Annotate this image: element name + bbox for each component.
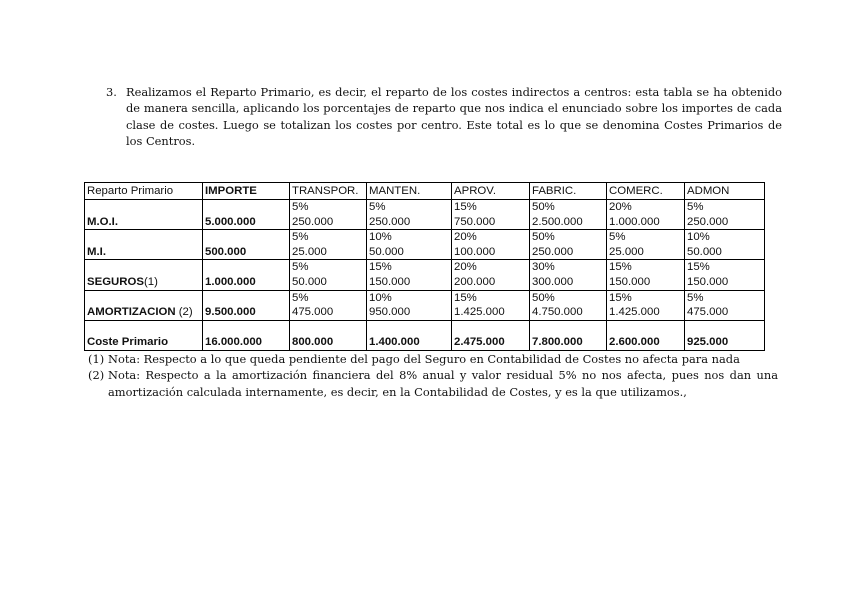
table-cell (290, 260, 367, 290)
cell-value: 1.000.000 (609, 215, 660, 228)
table-cell (530, 200, 607, 230)
cell-percent: 10% (687, 231, 710, 244)
table-cell (607, 260, 685, 290)
paragraph-text: Realizamos el Reparto Primario, es decir, el reparto de los costes indirectos a centros: esta tabla se ha obtenido de manera sencilla, aplicando los porcentajes de reparto que nos indica el enunciado sobre los importes de cada clase de costes. Luego se totalizan los costes por centro. Este total es lo que se denomina Costes Primarios de los Centros. (126, 85, 782, 149)
table-row (85, 200, 765, 230)
cell-percent: 5% (687, 291, 704, 304)
cell-percent: 5% (292, 231, 309, 244)
cell-value: 25.000 (292, 245, 327, 258)
cell-percent: 5% (687, 201, 704, 213)
note-number: (1) (88, 352, 105, 366)
total-value: 2.475.000 (452, 320, 530, 350)
cell-value: 475.000 (292, 306, 334, 319)
table-cell (452, 200, 530, 230)
row-label-text: AMORTIZACION (87, 306, 176, 319)
cell-value: 475.000 (687, 306, 729, 319)
table-cell (367, 260, 452, 290)
cell-value: 950.000 (369, 306, 411, 319)
note-text: Nota: Respecto a lo que queda pendiente del pago del Seguro en Contabilidad de Costes no afecta para nada (108, 352, 740, 366)
header-aprov: APROV. (452, 183, 530, 200)
table-cell (367, 230, 452, 260)
total-importe: 16.000.000 (203, 320, 290, 350)
total-value: 7.800.000 (530, 320, 607, 350)
header-transpor: TRANSPOR. (290, 183, 367, 200)
row-label (85, 200, 203, 230)
table-row (85, 260, 765, 290)
cell-percent: 15% (609, 261, 632, 274)
cell-value: 200.000 (454, 275, 496, 288)
header-reparto-primario: Reparto Primario (85, 183, 203, 200)
cell-value: 1.425.000 (454, 306, 505, 319)
note-number: (2) (88, 368, 105, 383)
cell-percent: 10% (369, 231, 392, 244)
cell-percent: 5% (292, 291, 309, 304)
row-importe: 5.000.000 (203, 200, 290, 230)
row-importe: 9.500.000 (203, 290, 290, 320)
row-label-text: M.I. (87, 245, 106, 258)
table-cell (607, 200, 685, 230)
cell-value: 1.425.000 (609, 306, 660, 319)
header-importe: IMPORTE (203, 183, 290, 200)
row-label-text: M.O.I. (87, 215, 119, 228)
cell-percent: 15% (454, 291, 477, 304)
cell-percent: 5% (292, 201, 309, 213)
table-cell (367, 200, 452, 230)
table-cell (452, 290, 530, 320)
cell-value: 150.000 (687, 275, 729, 288)
header-fabric: FABRIC. (530, 183, 607, 200)
cell-percent: 20% (609, 201, 632, 213)
cell-value: 250.000 (532, 245, 574, 258)
cell-value: 250.000 (369, 215, 411, 228)
cell-percent: 15% (609, 291, 632, 304)
row-label (85, 230, 203, 260)
cell-value: 150.000 (369, 275, 411, 288)
table-cell (367, 290, 452, 320)
row-label-suffix: (1) (143, 275, 158, 288)
table-cell (685, 260, 765, 290)
row-importe: 500.000 (203, 230, 290, 260)
cell-percent: 5% (369, 201, 386, 213)
cell-value: 25.000 (609, 245, 644, 258)
cell-percent: 5% (609, 231, 626, 244)
row-importe: 1.000.000 (203, 260, 290, 290)
table-cell (607, 230, 685, 260)
row-label (85, 260, 203, 290)
total-value: 1.400.000 (367, 320, 452, 350)
cell-percent: 20% (454, 261, 477, 274)
table-cell (685, 200, 765, 230)
table-cell (452, 260, 530, 290)
note-1 (88, 351, 778, 367)
table-cell (530, 230, 607, 260)
header-admon: ADMON (685, 183, 765, 200)
cell-percent: 15% (454, 201, 477, 213)
row-label (85, 290, 203, 320)
table-cell (530, 260, 607, 290)
header-manten: MANTEN. (367, 183, 452, 200)
cell-percent: 50% (532, 201, 555, 213)
table-cell (290, 200, 367, 230)
table-cell (290, 290, 367, 320)
table-cell (685, 230, 765, 260)
paragraph-3 (106, 84, 782, 150)
cell-value: 250.000 (292, 215, 334, 228)
total-label: Coste Primario (85, 320, 203, 350)
table-cell (290, 230, 367, 260)
cell-value: 2.500.000 (532, 215, 583, 228)
table-cell (685, 290, 765, 320)
table-cell (607, 290, 685, 320)
paragraph-number: 3. (106, 85, 117, 99)
total-value: 925.000 (685, 320, 765, 350)
total-value: 2.600.000 (607, 320, 685, 350)
note-text: Nota: Respecto a la amortización financiera del 8% anual y valor residual 5% no nos afecta, pues nos dan una amortización calculada internamente, es decir, en la Contabilidad de Costes, y es la que utilizamos., (108, 368, 778, 399)
cell-value: 50.000 (687, 245, 722, 258)
cell-value: 50.000 (292, 275, 327, 288)
cell-value: 50.000 (369, 245, 404, 258)
total-value: 800.000 (290, 320, 367, 350)
table-cell (530, 290, 607, 320)
cell-percent: 10% (369, 291, 392, 304)
row-label-suffix: (2) (175, 306, 193, 319)
row-label-text: SEGUROS (87, 275, 144, 288)
table-row (85, 290, 765, 320)
cell-percent: 15% (687, 261, 710, 274)
cell-percent: 30% (532, 261, 555, 274)
cell-percent: 5% (292, 261, 309, 274)
table-header-row (85, 183, 765, 200)
cell-value: 750.000 (454, 215, 496, 228)
note-2 (88, 367, 778, 400)
cell-value: 250.000 (687, 215, 729, 228)
cell-value: 150.000 (609, 275, 651, 288)
cell-value: 4.750.000 (532, 306, 583, 319)
cell-percent: 50% (532, 231, 555, 244)
total-row (85, 320, 765, 350)
notes (88, 351, 778, 400)
cell-percent: 50% (532, 291, 555, 304)
cell-percent: 20% (454, 231, 477, 244)
table-cell (452, 230, 530, 260)
cell-percent: 15% (369, 261, 392, 274)
table-row (85, 230, 765, 260)
cell-value: 100.000 (454, 245, 496, 258)
header-comerc: COMERC. (607, 183, 685, 200)
reparto-primario-table (84, 182, 765, 351)
cell-value: 300.000 (532, 275, 574, 288)
